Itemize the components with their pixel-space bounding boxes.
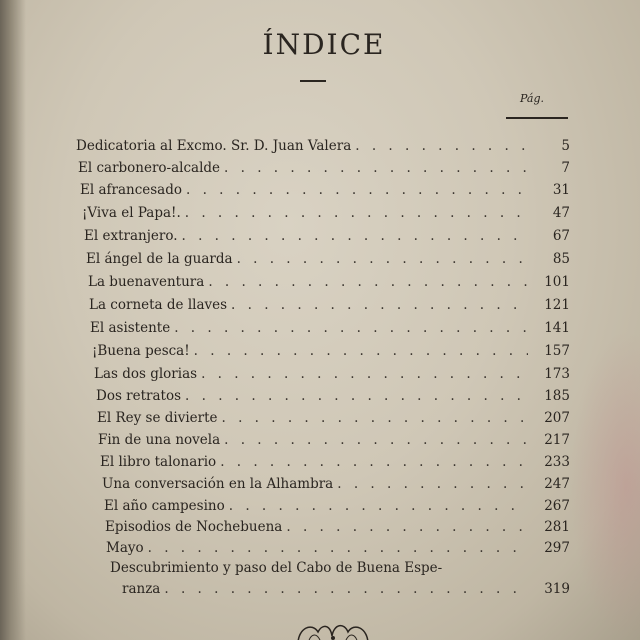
toc-entry-page: 31 xyxy=(552,182,570,198)
leader-dots xyxy=(337,476,528,492)
leader-dots xyxy=(224,432,528,448)
toc-entry-title: El extranjero. xyxy=(84,228,178,244)
page-column-label: Pág. xyxy=(520,92,545,105)
toc-entry xyxy=(106,540,570,560)
toc-entry-page: 121 xyxy=(544,297,570,313)
leader-dots xyxy=(208,274,528,290)
toc-entry-page: 247 xyxy=(544,476,570,492)
leader-dots xyxy=(355,138,528,154)
toc-entry-continued xyxy=(110,560,570,580)
leader-dots xyxy=(222,410,528,426)
leader-dots xyxy=(224,160,528,176)
toc-entry-page: 185 xyxy=(544,388,570,404)
toc-entry xyxy=(98,432,570,452)
toc-entry xyxy=(97,410,570,430)
toc-entry xyxy=(104,498,570,518)
toc-entry-title: Descubrimiento y paso del Cabo de Buena Espe- xyxy=(110,560,443,576)
toc-entry-page: 101 xyxy=(544,274,570,290)
toc-entry-title: Las dos glorias xyxy=(94,366,198,382)
toc-entry-title: ranza xyxy=(122,581,161,597)
leader-dots xyxy=(185,205,528,221)
leader-dots xyxy=(148,540,528,556)
toc-entry-page: 207 xyxy=(544,410,570,426)
page-title: ÍNDICE xyxy=(262,28,386,61)
toc-entry xyxy=(94,366,570,386)
toc-entry-page: 281 xyxy=(544,519,570,535)
toc-entry-title: El ángel de la guarda xyxy=(86,251,233,267)
toc-entry-page: 233 xyxy=(544,454,570,470)
toc-entry-title: El Rey se divierte xyxy=(97,410,218,426)
toc-entry xyxy=(89,297,570,317)
toc-entry-title: Fin de una novela xyxy=(98,432,221,448)
toc-entry-page: 67 xyxy=(552,228,570,244)
toc-entry-page: 297 xyxy=(544,540,570,556)
toc-entry-title: El afrancesado xyxy=(80,182,183,198)
toc-entry-page: 47 xyxy=(552,205,570,221)
toc-entry-page: 5 xyxy=(561,138,570,154)
toc-entry xyxy=(100,454,570,474)
toc-entry-title: Episodios de Nochebuena xyxy=(105,519,283,535)
leader-dots xyxy=(231,297,528,313)
toc-entry xyxy=(90,320,570,340)
leader-dots xyxy=(286,519,528,535)
toc-entry-title: Dos retratos xyxy=(96,388,182,404)
toc-entry xyxy=(80,182,570,202)
toc-entry-title: La buenaventura xyxy=(88,274,205,290)
leader-dots xyxy=(194,343,528,359)
toc-entry xyxy=(78,160,570,180)
leader-dots xyxy=(185,388,528,404)
toc-entry xyxy=(102,476,570,496)
leader-dots xyxy=(220,454,528,470)
toc-entry-page: 7 xyxy=(561,160,570,176)
toc-entry-page: 173 xyxy=(544,366,570,382)
toc-entry-title: La corneta de llaves xyxy=(89,297,228,313)
toc-entry xyxy=(76,138,570,158)
toc-entry-title: ¡Viva el Papa!. xyxy=(82,205,181,221)
toc-entry-title: El año campesino xyxy=(104,498,225,514)
toc-entry xyxy=(92,343,570,363)
toc-entry-page: 267 xyxy=(544,498,570,514)
leader-dots xyxy=(164,581,528,597)
toc-entry-title: El libro talonario xyxy=(100,454,217,470)
toc-entry xyxy=(86,251,570,271)
leader-dots xyxy=(229,498,528,514)
toc-entry-page: 217 xyxy=(544,432,570,448)
leader-dots xyxy=(182,228,529,244)
toc-entry xyxy=(88,274,570,294)
leader-dots xyxy=(174,320,528,336)
toc-entry-title: El asistente xyxy=(90,320,171,336)
toc-entry xyxy=(122,581,570,601)
leader-dots xyxy=(237,251,528,267)
toc-entry-title: Dedicatoria al Excmo. Sr. D. Juan Valera xyxy=(76,138,352,154)
toc-entry-page: 141 xyxy=(544,320,570,336)
toc-entry-page: 157 xyxy=(544,343,570,359)
leader-dots xyxy=(186,182,528,198)
toc-entry xyxy=(96,388,570,408)
toc-entry-title: Una conversación en la Alhambra xyxy=(102,476,334,492)
leader-dots xyxy=(201,366,528,382)
toc-entry-title: El carbonero-alcalde xyxy=(78,160,221,176)
toc-entry xyxy=(84,228,570,248)
toc-entry-page: 319 xyxy=(544,581,570,597)
toc-entry-title: ¡Buena pesca! xyxy=(92,343,190,359)
toc-entry xyxy=(82,205,570,225)
floral-ornament-icon xyxy=(288,614,378,640)
toc-entry-title: Mayo xyxy=(106,540,144,556)
toc-entry xyxy=(105,519,570,539)
toc-entry-page: 85 xyxy=(552,251,570,267)
